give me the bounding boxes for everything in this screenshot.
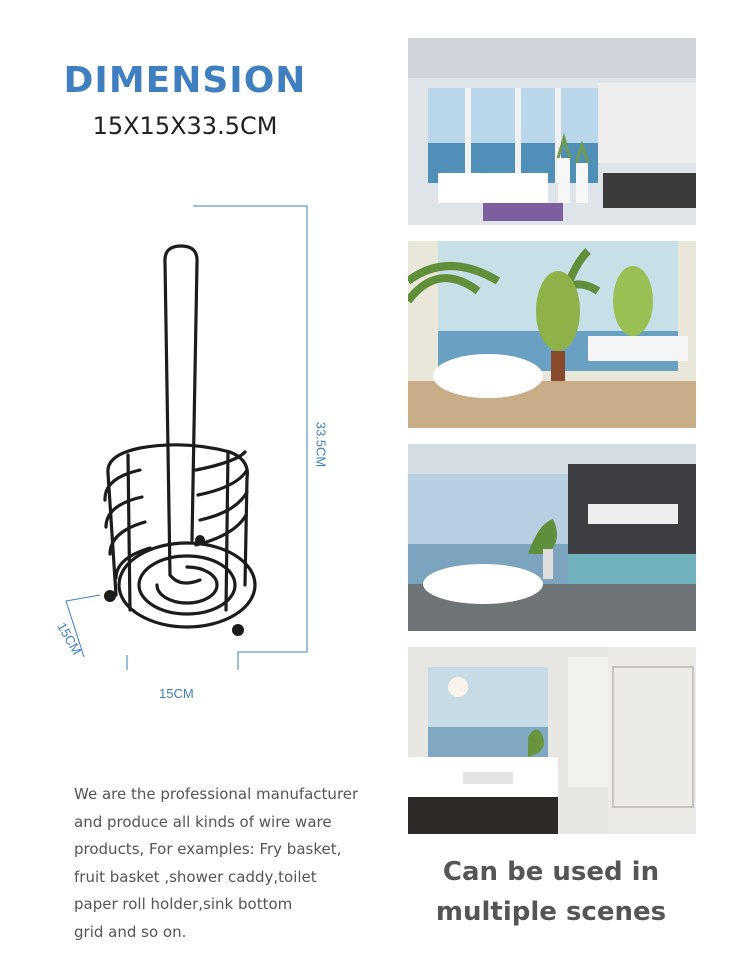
bathroom-scene-photo-3 bbox=[408, 444, 696, 631]
description-line: products, For examples: Fry basket, bbox=[74, 840, 342, 858]
scenes-tagline bbox=[416, 852, 686, 932]
bathroom-scene-photo-1 bbox=[408, 38, 696, 225]
dimension-title: DIMENSION bbox=[63, 60, 307, 101]
depth-label: 15CM bbox=[54, 619, 85, 658]
tagline-line-1: Can be used in bbox=[442, 857, 660, 887]
bathroom-scene-photo-2 bbox=[408, 241, 696, 428]
description-line: fruit basket ,shower caddy,toilet bbox=[74, 867, 317, 886]
bathroom-scene-photo-4 bbox=[408, 647, 696, 834]
tagline-line-2: multiple scenes bbox=[435, 897, 667, 927]
description-line: We are the professional manufacturer bbox=[74, 785, 359, 803]
description-line: paper roll holder,sink bottom bbox=[74, 895, 293, 913]
description-line: grid and so on. bbox=[74, 922, 187, 941]
height-label: 33.5CM bbox=[313, 421, 329, 468]
dimension-size: 15X15X33.5CM bbox=[92, 112, 278, 140]
company-description bbox=[74, 781, 364, 946]
width-label: 15CM bbox=[159, 686, 194, 701]
paper-towel-holder-image bbox=[0, 190, 360, 670]
description-line: and produce all kinds of wire ware bbox=[74, 812, 332, 831]
